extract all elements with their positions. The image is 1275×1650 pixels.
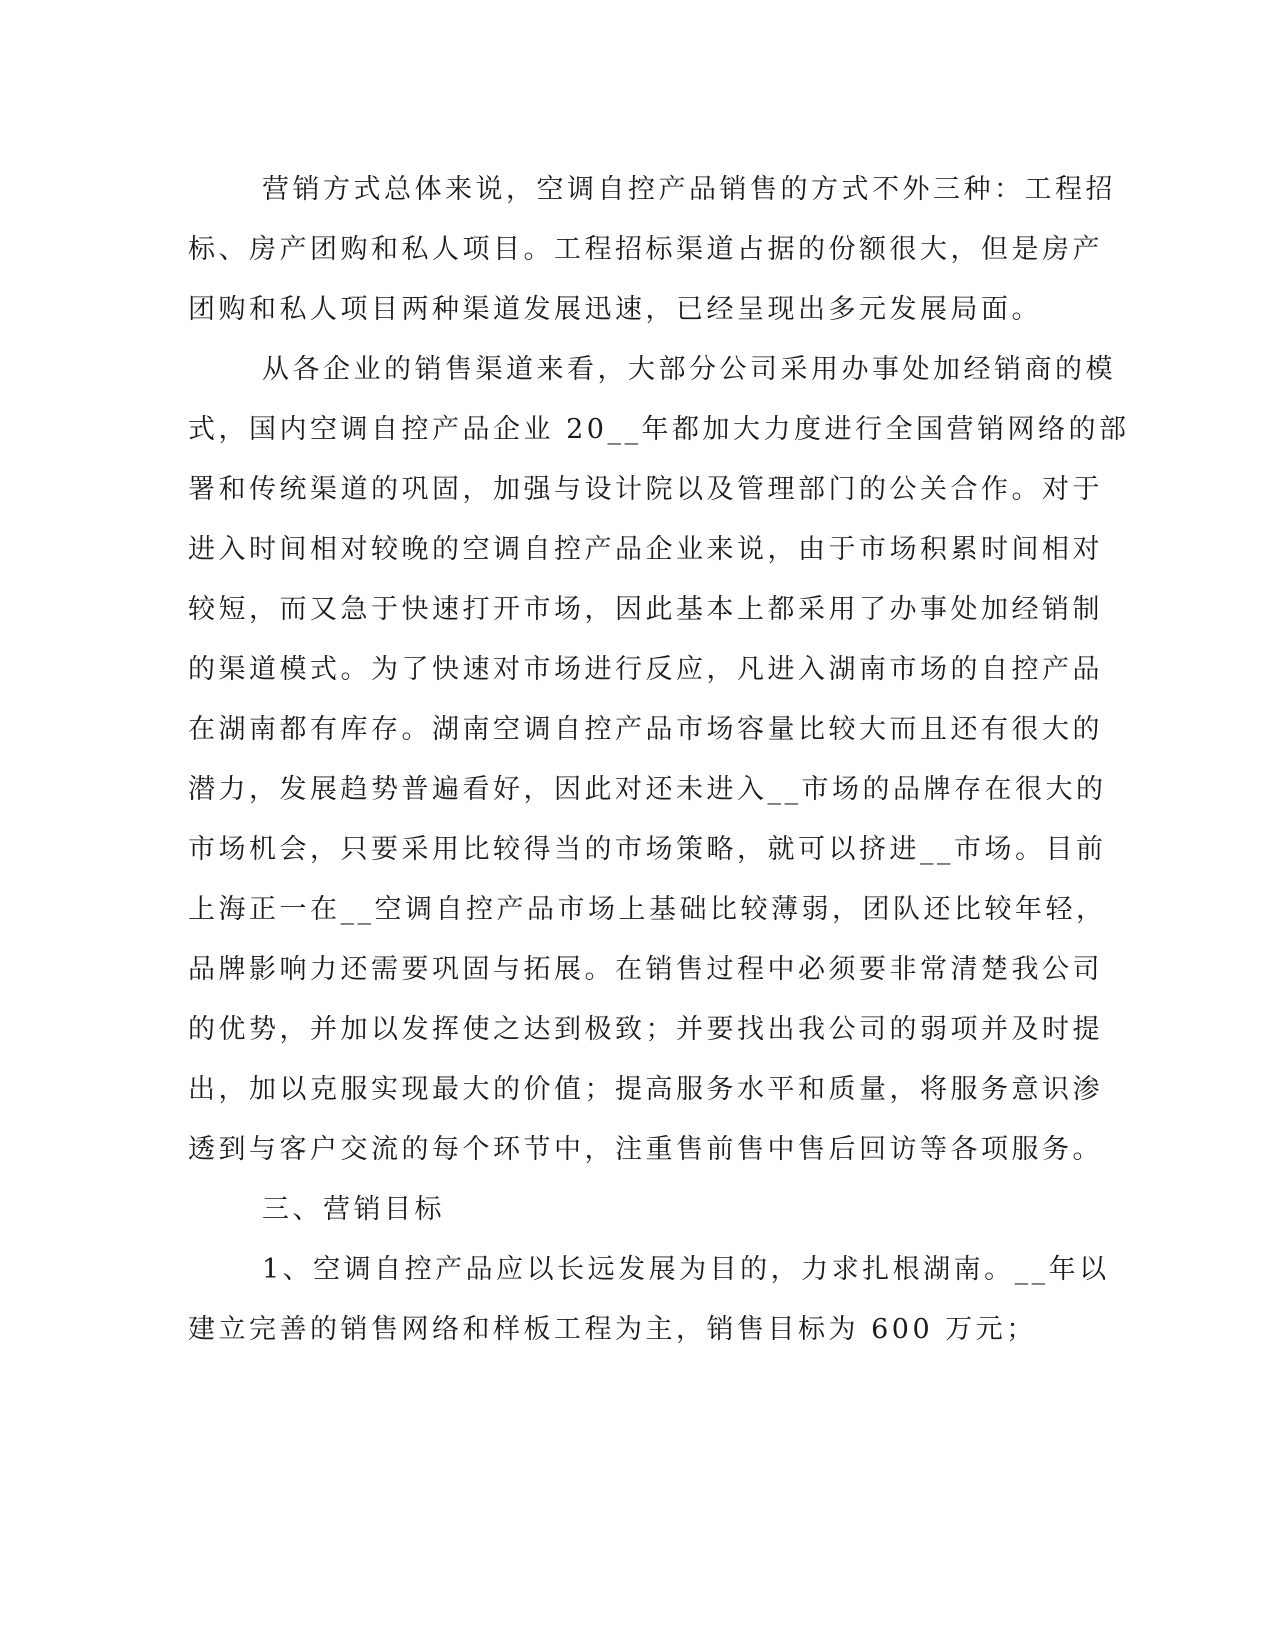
text-line: 进入时间相对较晚的空调自控产品企业来说，由于市场积累时间相对 <box>188 534 1103 565</box>
text-line: 标、房产团购和私人项目。工程招标渠道占据的份额很大，但是房产 <box>188 234 1103 265</box>
text-line: 出，加以克服实现最大的价值；提高服务水平和质量，将服务意识渗 <box>188 1074 1103 1105</box>
text-line: 上海正一在__空调自控产品市场上基础比较薄弱，团队还比较年轻， <box>188 894 1107 925</box>
text-line: 式，国内空调自控产品企业 20__年都加大力度进行全国营销网络的部 <box>188 414 1130 445</box>
text-line: 市场机会，只要采用比较得当的市场策略，就可以挤进__市场。目前 <box>188 834 1107 865</box>
text-line: 从各企业的销售渠道来看，大部分公司采用办事处加经销商的模 <box>262 354 1116 385</box>
text-line: 品牌影响力还需要巩固与拓展。在销售过程中必须要非常清楚我公司 <box>188 954 1103 985</box>
heading-line: 三、营销目标 <box>262 1194 445 1225</box>
text-line: 署和传统渠道的巩固，加强与设计院以及管理部门的公关合作。对于 <box>188 474 1103 505</box>
text-line: 1、空调自控产品应以长远发展为目的，力求扎根湖南。__年以 <box>262 1254 1110 1285</box>
text-line: 的渠道模式。为了快速对市场进行反应，凡进入湖南市场的自控产品 <box>188 654 1103 685</box>
paragraph-sales-channels <box>188 340 1130 1180</box>
text-line: 营销方式总体来说，空调自控产品销售的方式不外三种：工程招 <box>262 174 1116 205</box>
text-line: 的优势，并加以发挥使之达到极致；并要找出我公司的弱项并及时提 <box>188 1014 1103 1045</box>
text-line: 团购和私人项目两种渠道发展迅速，已经呈现出多元发展局面。 <box>188 294 1042 325</box>
text-line: 在湖南都有库存。湖南空调自控产品市场容量比较大而且还有很大的 <box>188 714 1103 745</box>
text-line: 建立完善的销售网络和样板工程为主，销售目标为 600 万元； <box>188 1314 1037 1345</box>
text-line: 较短，而又急于快速打开市场，因此基本上都采用了办事处加经销制 <box>188 594 1103 625</box>
paragraph-goal-1 <box>188 1240 1110 1360</box>
section-heading-marketing-goals <box>188 1180 1073 1240</box>
text-line: 潜力，发展趋势普遍看好，因此对还未进入__市场的品牌存在很大的 <box>188 774 1107 805</box>
paragraph-sales-methods <box>188 160 1116 340</box>
document-body <box>188 160 1130 1360</box>
text-line: 透到与客户交流的每个环节中，注重售前售中售后回访等各项服务。 <box>188 1134 1103 1165</box>
